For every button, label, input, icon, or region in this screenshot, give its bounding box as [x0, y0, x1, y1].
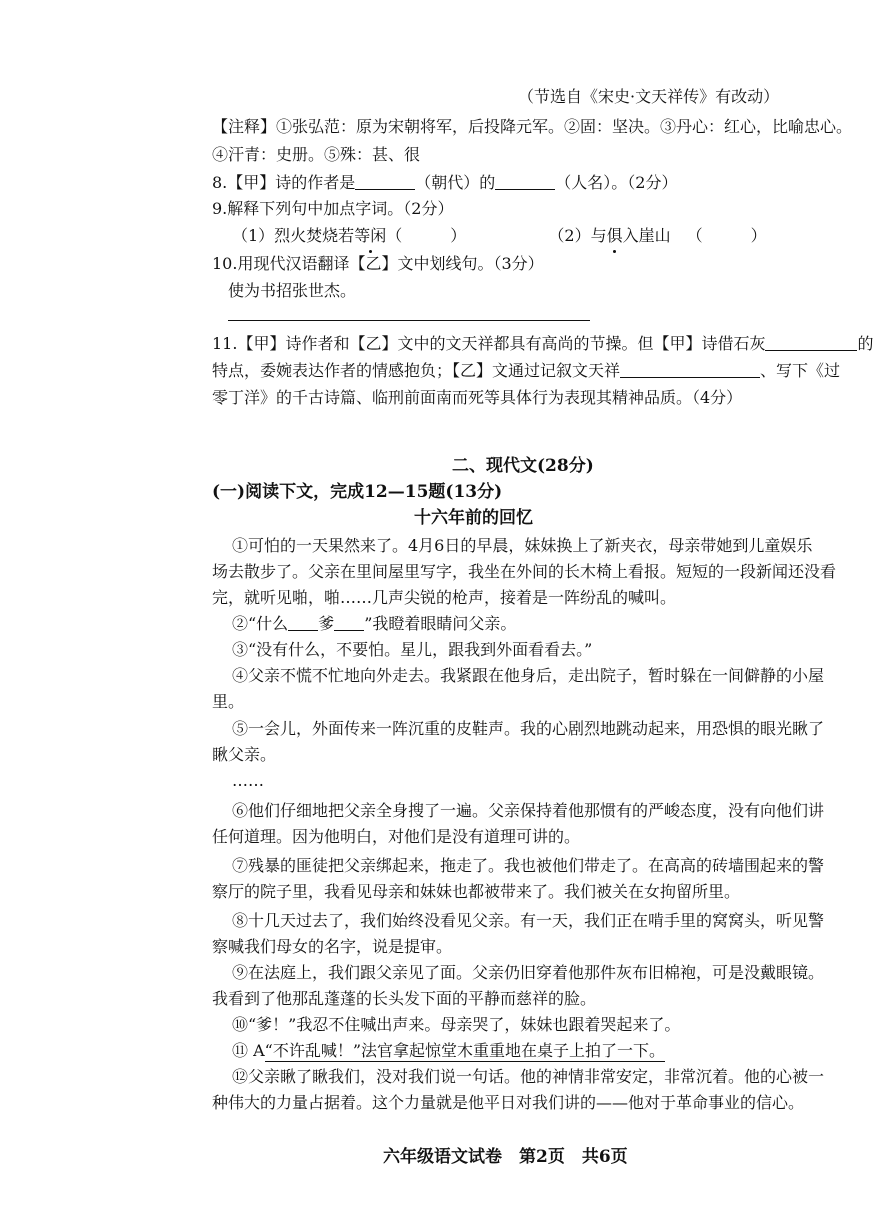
q11-line2-end: 、写下《过: [760, 361, 841, 380]
para-4-line-1: ④父亲不慌不忙地向外走去。我紧跟在他身后，走出院子，暂时躲在一间僻静的小屋: [232, 666, 825, 685]
q8-prefix: 8.【甲】诗的作者是: [212, 173, 356, 192]
para-12-line-2: 种伟大的力量占据着。这个力量就是他平日对我们讲的——他对于革命事业的信心。: [212, 1093, 805, 1112]
para-1-line-2: 场去散步了。父亲在里间屋里写字，我坐在外间的长木椅上看报。短短的一段新闻还没看: [212, 562, 837, 581]
q8-author-blank[interactable]: [495, 173, 555, 190]
para-4-line-2: 里。: [212, 692, 245, 711]
ellipsis: ……: [232, 771, 264, 790]
para-2-blank-2[interactable]: [334, 614, 364, 631]
para-3: ③“没有什么，不要怕。星儿，跟我到外面看看去。”: [232, 640, 593, 659]
q9-item2-answer-paren[interactable]: （ ）: [686, 226, 767, 245]
q8-suffix: （人名）。（2分）: [555, 173, 678, 192]
question-8: [212, 172, 677, 194]
question-11-line-3: 零丁洋》的千古诗篇、临刑前面南而死等具体行为表现其精神品质。（4分）: [212, 388, 743, 407]
question-9-items: [232, 225, 767, 247]
q9-item1-answer-paren[interactable]: （ ）: [386, 226, 467, 245]
article-title: 十六年前的回忆: [414, 508, 533, 528]
para-11: [232, 1040, 665, 1062]
para-11-marker: A: [253, 1041, 265, 1060]
q11-blank-1[interactable]: [765, 334, 857, 351]
question-9-stem: 9.解释下列句中加点字词。（2分）: [212, 199, 454, 218]
section-title: 二、现代文(28分): [452, 456, 594, 476]
para-7-line-2: 察厅的院子里，我看见母亲和妹妹也都被带来了。我们被关在女拘留所里。: [212, 882, 741, 901]
para-8-line-2: 察喊我们母女的名字，说是提审。: [212, 937, 453, 956]
para-6-line-2: 任何道理。因为他明白，对他们是没有道理可讲的。: [212, 827, 581, 846]
q9-item2-prefix: （2）与: [548, 226, 607, 245]
para-10: ⑩“爹！”我忍不住喊出声来。母亲哭了，妹妹也跟着哭起来了。: [232, 1015, 681, 1034]
q8-mid: （朝代）的: [415, 173, 496, 192]
source-note: （节选自《宋史·文天祥传》有改动）: [518, 87, 780, 106]
para-2-word: 爹: [318, 614, 335, 633]
q9-item1-prefix: （1）烈火焚烧若: [232, 226, 355, 245]
para-2-open: ②“什么: [232, 614, 289, 633]
q11-line1-end: 的: [857, 334, 873, 353]
para-1-line-3: 完，就听见啪，啪……几声尖锐的枪声，接着是一阵纷乱的喊叫。: [212, 588, 677, 607]
q11-line2-text: 特点，委婉表达作者的情感抱负；【乙】文通过记叙文天祥: [212, 361, 621, 380]
para-2-blank-1[interactable]: [288, 614, 318, 631]
question-11-line-2: [212, 360, 840, 382]
question-10-stem: 10.用现代汉语翻译【乙】文中划线句。（3分）: [212, 254, 544, 273]
para-5-line-2: 瞅父亲。: [212, 745, 277, 764]
q9-item1-dotted-word: 等闲: [354, 226, 387, 245]
annotation-line-2: ④汗青：史册。⑤殊：甚、很: [212, 145, 421, 164]
q10-answer-line[interactable]: [228, 320, 590, 321]
para-1-line-1: ①可怕的一天果然来了。4月6日的早晨，妹妹换上了新夹衣，母亲带她到儿童娱乐: [232, 536, 813, 555]
para-9-line-2: 我看到了他那乱蓬蓬的长头发下面的平静而慈祥的脸。: [212, 989, 597, 1008]
q9-item2-suffix: 入崖山: [622, 226, 671, 245]
para-2-close: ”我瞪着眼睛问父亲。: [364, 614, 517, 633]
q11-blank-2[interactable]: [620, 361, 760, 378]
page-footer: 六年级语文试卷 第2页 共6页: [383, 1147, 628, 1167]
para-5-line-1: ⑤一会儿，外面传来一阵沉重的皮鞋声。我的心剧烈地跳动起来，用恐惧的眼光瞅了: [232, 719, 825, 738]
para-11-number: ⑪: [232, 1041, 249, 1060]
para-8-line-1: ⑧十几天过去了，我们始终没看见父亲。有一天，我们正在啃手里的窝窝头，听见警: [232, 911, 825, 930]
para-2: [232, 613, 516, 635]
para-11-underlined-sentence: “不许乱喊！”法官拿起惊堂木重重地在桌子上拍了一下。: [264, 1041, 666, 1060]
para-9-line-1: ⑨在法庭上，我们跟父亲见了面。父亲仍旧穿着他那件灰布旧棉袍，可是没戴眼镜。: [232, 963, 825, 982]
annotation-line-1: 【注释】①张弘范：原为宋朝将军，后投降元军。②固：坚决。③丹心：红心，比喻忠心。: [212, 117, 853, 136]
q9-item2-dotted-word: 俱: [606, 226, 623, 245]
para-7-line-1: ⑦残暴的匪徒把父亲绑起来，拖走了。我也被他们带走了。在高高的砖墙围起来的警: [232, 856, 825, 875]
para-12-line-1: ⑫父亲瞅了瞅我们，没对我们说一句话。他的神情非常安定，非常沉着。他的心被一: [232, 1067, 825, 1086]
question-10-sentence: 使为书招张世杰。: [228, 281, 357, 300]
para-6-line-1: ⑥他们仔细地把父亲全身搜了一遍。父亲保持着他那惯有的严峻态度，没有向他们讲: [232, 801, 825, 820]
q8-dynasty-blank[interactable]: [355, 173, 415, 190]
q11-line1-text: 11.【甲】诗作者和【乙】文中的文天祥都具有高尚的节操。但【甲】诗借石灰: [212, 334, 766, 353]
question-11-line-1: [212, 333, 873, 355]
subsection-title: (一)阅读下文，完成12—15题(13分): [212, 482, 503, 502]
